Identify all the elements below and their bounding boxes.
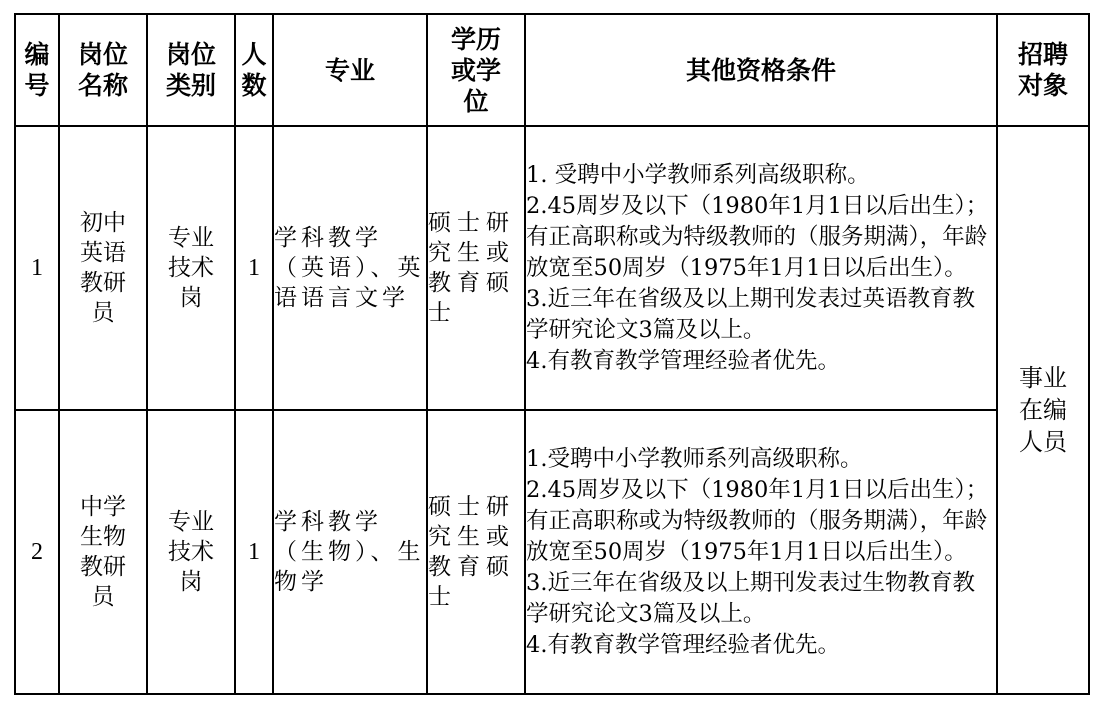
condition-item: 4.有教育教学管理经验者优先。 [526,631,840,658]
row-major: 学科教学（生物）、生物学 [273,410,427,694]
row-count: 1 [235,126,273,410]
row-major: 学科教学（英语）、英语语言文学 [273,126,427,410]
row-degree: 硕士研究生或教育硕士 [427,126,525,410]
condition-item: 4.有教育教学管理经验者优先。 [526,347,840,374]
row-no: 1 [15,126,59,410]
condition-item: 2.45周岁及以下（1980年1月1日以后出生）；有正高职称或为特级教师的（服务期满），年龄放宽至50周岁（1975年1月1日以后出生）。 [526,192,989,281]
header-target: 招聘对象 [997,14,1089,126]
header-count: 人数 [235,14,273,126]
table-row [15,410,1089,694]
row-count: 1 [235,410,273,694]
header-degree: 学历或学位 [427,14,525,126]
header-no: 编号 [15,14,59,126]
table-row [15,126,1089,410]
header-conditions: 其他资格条件 [525,14,997,126]
header-row [15,14,1089,126]
condition-item: 2.45周岁及以下（1980年1月1日以后出生）；有正高职称或为特级教师的（服务期满），年龄放宽至50周岁（1975年1月1日以后出生）。 [526,476,989,565]
header-major: 专业 [273,14,427,126]
row-target: 事业在编人员 [997,126,1089,694]
recruitment-table-wrapper [14,13,1090,695]
row-post-type: 专业技术岗 [147,126,235,410]
row-degree: 硕士研究生或教育硕士 [427,410,525,694]
condition-item: 3.近三年在省级及以上期刊发表过英语教育教学研究论文3篇及以上。 [526,285,975,343]
condition-item: 3.近三年在省级及以上期刊发表过生物教育教学研究论文3篇及以上。 [526,569,975,627]
header-post-name: 岗位名称 [59,14,147,126]
row-conditions [525,410,997,694]
row-post-type: 专业技术岗 [147,410,235,694]
condition-item: 1. 受聘中小学教师系列高级职称。 [526,161,870,188]
row-post-name: 中学生物教研员 [59,410,147,694]
row-no: 2 [15,410,59,694]
row-conditions [525,126,997,410]
condition-item: 1.受聘中小学教师系列高级职称。 [526,445,863,472]
row-post-name: 初中英语教研员 [59,126,147,410]
header-post-type: 岗位类别 [147,14,235,126]
recruitment-table [14,13,1090,695]
